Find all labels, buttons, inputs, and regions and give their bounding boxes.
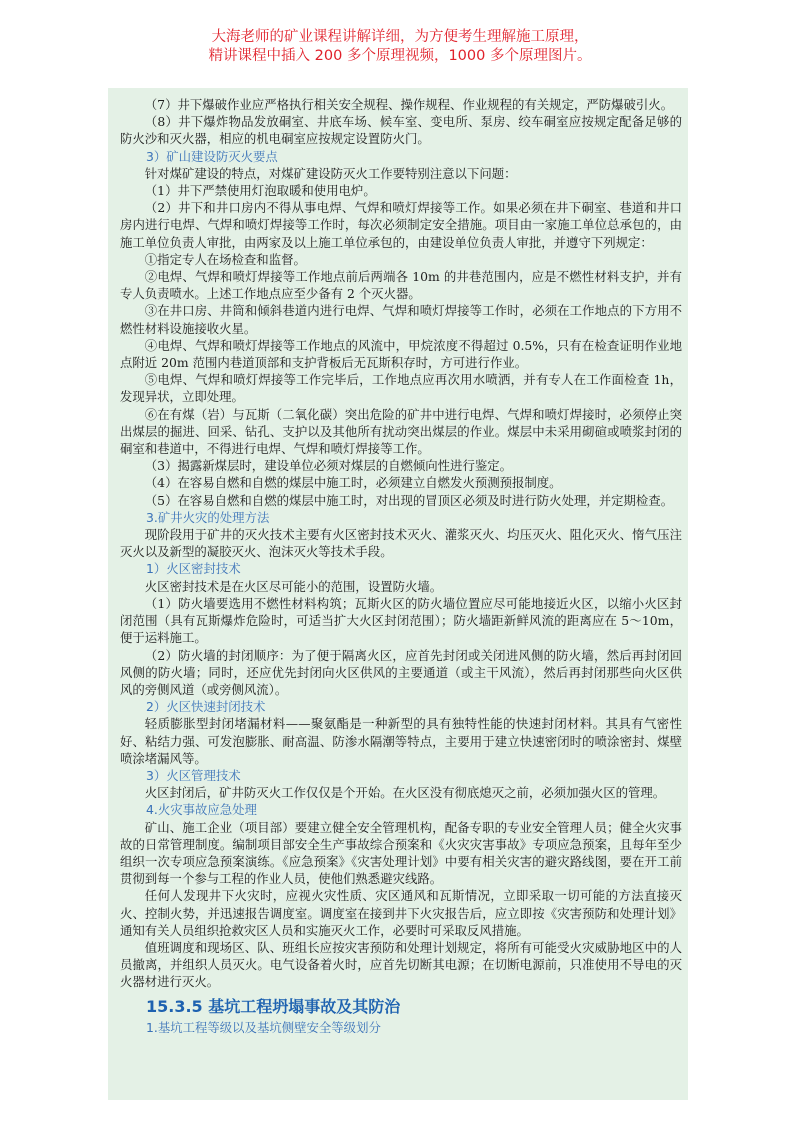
paragraph: （4）在容易自燃和自燃的煤层中施工时，必须建立自燃发火预测预报制度。 (144, 475, 562, 491)
paragraph: 火区封闭后，矿井防灭火工作仅仅是个开始。在火区没有彻底熄灭之前，必须加强火区的管理。 (144, 785, 666, 801)
banner-line-1: 大海老师的矿业课程讲解详细，为方便考生理解施工原理， (211, 29, 589, 45)
subheading: 3）矿山建设防灭火要点 (146, 148, 278, 164)
subsection-heading: 1.基坑工程等级以及基坑侧壁安全等级划分 (146, 1019, 381, 1035)
paragraph: （1）防火墙要选用不燃性材料构筑；瓦斯火区的防火墙位置应尽可能地接近火区，以缩小火区封闭范围（具有瓦斯爆炸危险时，可适当扩大火区封闭范围）；防火墙距新鲜风流的距离应在 5～10m，便于运料施工。 (120, 595, 682, 646)
paragraph: （2）井下和井口房内不得从事电焊、气焊和喷灯焊接等工作。如果必须在井下硐室、巷道和井口房内进行电焊、气焊和喷灯焊接等工作时，每次必须制定安全措施。项目由一家施工单位总承包的，由施工单位负责人审批，由两家及以上施工单位承包的，由建设单位负责人审批，并遵守下列规定： (120, 200, 682, 250)
paragraph: （1）井下严禁使用灯泡取暖和使用电炉。 (144, 183, 376, 199)
promo-banner (0, 28, 800, 66)
paragraph: 值班调度和现场区、队、班组长应按灾害预防和处理计划规定，将所有可能受火灾威胁地区中的人员撤离，并组织人员灭火。电气设备着火时，应首先切断其电源；在切断电源前，只准使用不导电的灭火器材进行灭火。 (120, 939, 682, 990)
subheading: 3）火区管理技术 (146, 767, 241, 783)
paragraph: 现阶段用于矿井的灭火技术主要有火区密封技术灭火、灌浆灭火、均压灭火、阻化灭火、惰气压注灭火以及新型的凝胶灭火、泡沫灭火等技术手段。 (120, 527, 682, 560)
paragraph: 任何人发现井下火灾时，应视火灾性质、灾区通风和瓦斯情况，立即采取一切可能的方法直接灭火、控制火势，并迅速报告调度室。调度室在接到井下火灾报告后，应立即按《灾害预防和处理计划》通知有关人员组织抢救灾区人员和实施灭火工作，必要时可采取反风措施。 (120, 888, 682, 938)
paragraph: ④电焊、气焊和喷灯焊接等工作地点的风流中，甲烷浓度不得超过 0.5%，只有在检查证明作业地点附近 20m 范围内巷道顶部和支护背板后无瓦斯积存时，方可进行作业。 (120, 337, 682, 371)
subheading: 4.火灾事故应急处理 (146, 802, 257, 818)
paragraph: （8）井下爆炸物品发放硐室、井底车场、候车室、变电所、泵房、绞车硐室应按规定配备足够的防火沙和灭火器，相应的机电硐室应按规定设置防火门。 (120, 114, 682, 147)
paragraph: ③在井口房、井筒和倾斜巷道内进行电焊、气焊和喷灯焊接等工作时，必须在工作地点的下方用不燃性材料设施接收火星。 (120, 303, 682, 336)
paragraph: ①指定专人在场检查和监督。 (144, 251, 306, 267)
paragraph: 轻质膨胀型封闭堵漏材料——聚氨酯是一种新型的具有独特性能的快速封闭材料。其具有气密性好、粘结力强、可发泡膨胀、耐高温、防渗水隔潮等特点，主要用于建立快速密闭时的喷涂密封、煤壁喷涂堵漏风等。 (120, 716, 682, 766)
paragraph: 火区密封技术是在火区尽可能小的范围，设置防火墙。 (144, 578, 443, 594)
subheading: 1）火区密封技术 (146, 561, 241, 577)
paragraph: 矿山、施工企业（项目部）要建立健全安全管理机构，配备专职的专业安全管理人员；健全火灾事故的日常管理制度。编制项目部安全生产事故综合预案和《火灾灾害事故》专项应急预案，且每年至少组织一次专项应急预案演练。《应急预案》《灾害处理计划》中要有相关灾害的避灾路线图，要在开工前贯彻到每一个参与工程的作业人员，使他们熟悉避灾线路。 (120, 819, 682, 887)
paragraph: （7）井下爆破作业应严格执行相关安全规程、操作规程、作业规程的有关规定，严防爆破引火。 (144, 97, 674, 112)
subheading: 3.矿井火灾的处理方法 (146, 509, 270, 525)
paragraph: （3）揭露新煤层时，建设单位必须对煤层的自燃倾向性进行鉴定。 (144, 458, 513, 474)
paragraph: ⑤电焊、气焊和喷灯焊接等工作完毕后，工作地点应再次用水喷洒，并有专人在工作面检查 1h，发现异状，立即处理。 (120, 372, 682, 405)
paragraph: ⑥在有煤（岩）与瓦斯（二氧化碳）突出危险的矿井中进行电焊、气焊和喷灯焊接时，必须停止突出煤层的掘进、回采、钻孔、支护以及其他所有扰动突出煤层的作业。煤层中未采用砌碹或喷浆封闭的硐室和巷道中，不得进行电焊、气焊和喷灯焊接等工作。 (120, 406, 682, 457)
paragraph: （5）在容易自燃和自燃的煤层中施工时，对出现的冒顶区必须及时进行防火处理，并定期检查。 (144, 492, 674, 508)
section-heading: 15.3.5 基坑工程坍塌事故及其防治 (146, 996, 401, 1016)
paragraph: ②电焊、气焊和喷灯焊接等工作地点前后两端各 10m 的井巷范围内，应是不燃性材料支护，并有专人负责喷水。上述工作地点应至少备有 2 个灭火器。 (120, 269, 682, 302)
paragraph: （2）防火墙的封闭顺序：为了便于隔离火区，应首先封闭或关闭进风侧的防火墙，然后再封闭回风侧的防火墙；同时，还应优先封闭向火区供风的主要通道（或主干风流），然后再封闭那些向火区供风的旁侧风道（或旁侧风流）。 (120, 647, 682, 697)
subheading: 2）火区快速封闭技术 (146, 699, 266, 715)
paragraph: 针对煤矿建设的特点，对煤矿建设防灭火工作要特别注意以下问题： (144, 165, 517, 181)
banner-line-2: 精讲课程中插入 200 多个原理视频，1000 多个原理图片。 (208, 48, 592, 64)
document-body (120, 96, 682, 1036)
